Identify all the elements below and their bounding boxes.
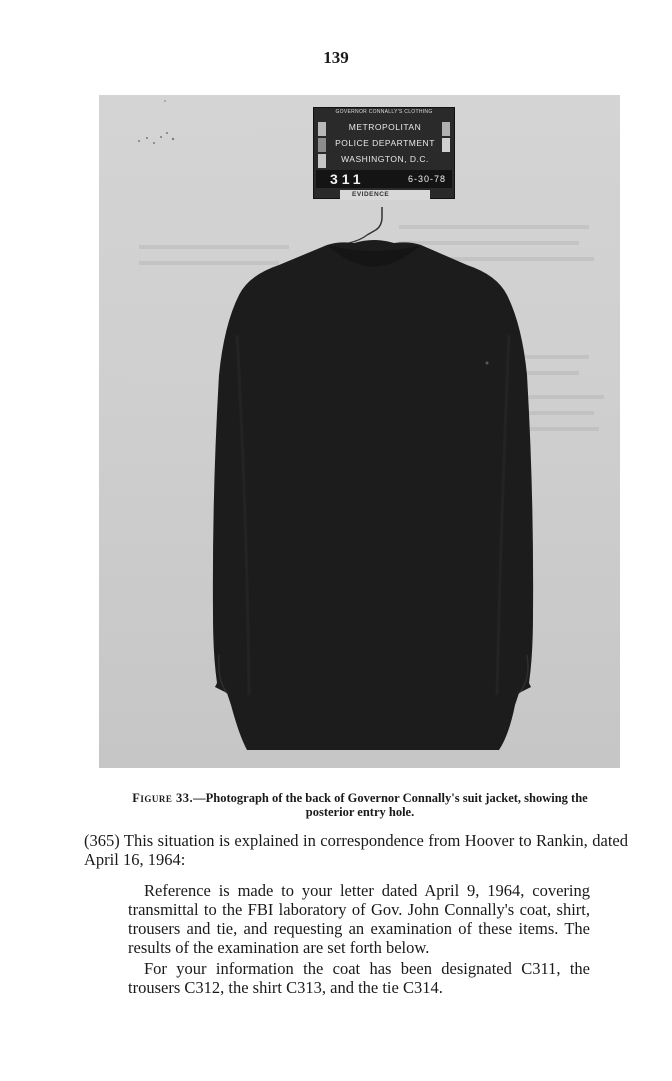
tag-line-3: WASHINGTON, D.C.: [341, 154, 429, 164]
tag-color-strip: [318, 138, 326, 152]
tag-color-strip: [318, 122, 326, 136]
tag-header: GOVERNOR CONNALLY'S CLOTHING: [335, 109, 433, 115]
evidence-date: 6-30-78: [407, 174, 446, 184]
tag-color-strip: [442, 138, 450, 152]
evidence-label: EVIDENCE: [340, 190, 430, 200]
figure-label: Figure 33.: [132, 791, 194, 805]
paragraph-365: (365) This situation is explained in correspondence from Hoover to Rankin, dated April 16, 1964:: [84, 831, 628, 869]
figure-caption: [110, 791, 610, 819]
tag-color-strip: [318, 154, 326, 168]
evidence-number: 311: [330, 171, 365, 187]
tag-line-1: METROPOLITAN: [348, 122, 422, 132]
page-number: 139: [323, 48, 349, 67]
body-text: [84, 831, 628, 997]
evidence-tag: [313, 107, 455, 199]
tag-line-2: POLICE DEPARTMENT: [335, 138, 435, 148]
tag-color-strip: [442, 122, 450, 136]
tag-number-bar: [316, 170, 452, 188]
jacket-photograph: [99, 95, 620, 768]
jacket-back: [213, 240, 533, 750]
quote-paragraph-1: Reference is made to your letter dated April 9, 1964, covering transmittal to the FBI laboratory of Gov. John Connally's coat, shirt, trousers and tie, and requesting an examination of these items. The results of the examination are set forth below.: [128, 881, 590, 957]
figure-caption-text: —Photograph of the back of Governor Connally's suit jacket, showing the posterior entry hole.: [193, 791, 588, 819]
quote-paragraph-2: For your information the coat has been designated C311, the trousers C312, the shirt C313, and the tie C314.: [128, 959, 590, 997]
block-quote: [128, 881, 590, 997]
